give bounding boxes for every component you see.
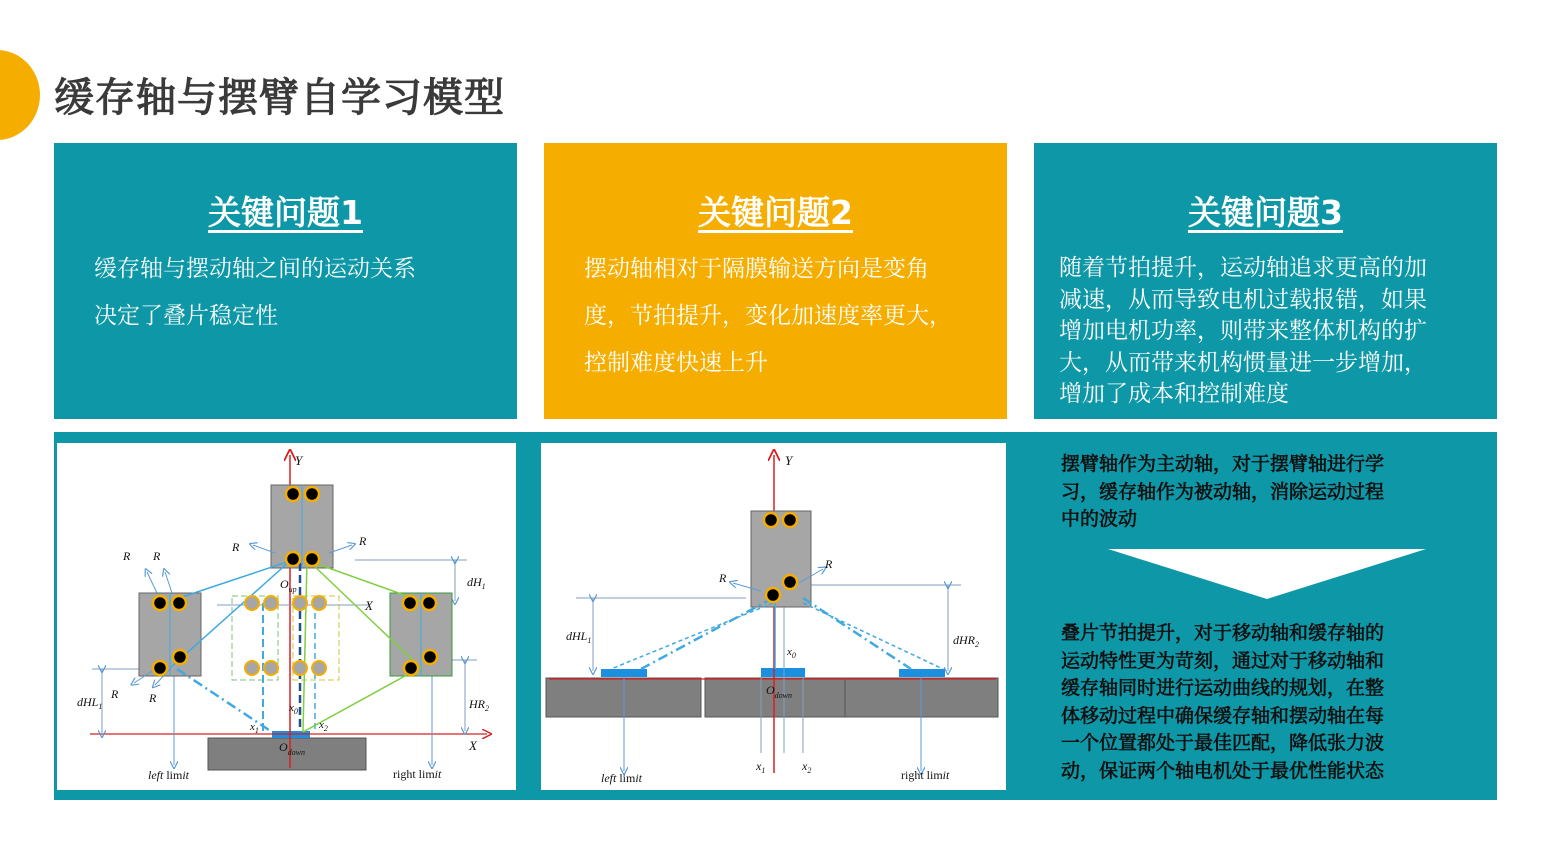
- ghost-rollers: [245, 596, 326, 675]
- diaphragm-pad: [601, 669, 647, 677]
- card-line: 增加了成本和控制难度: [1059, 381, 1289, 407]
- swing-arm-block: [751, 511, 811, 607]
- card-line: 控制难度快速上升: [584, 350, 768, 376]
- x2-label: $x_2$: [319, 719, 328, 733]
- x1-label: $x_1$: [756, 759, 766, 775]
- dhl1-label: dHL$_1$: [77, 695, 103, 711]
- swing-arm-diagram: [541, 443, 1006, 790]
- text-line: 体移动过程中确保缓存轴和摆动轴在每: [1061, 704, 1385, 727]
- card-line: 摆动轴相对于隔膜输送方向是变角: [584, 256, 929, 282]
- film-line: [170, 561, 290, 601]
- right-limit-label: right limit: [901, 768, 950, 782]
- r-label: R: [359, 534, 367, 548]
- buffer-axis-diagram: [57, 443, 516, 790]
- key-issue-card-1: [54, 143, 517, 419]
- card-line: 随着节拍提升，运动轴追求更高的加: [1059, 255, 1427, 281]
- down-arrow-shape: [1108, 549, 1426, 599]
- diaphragm-pad: [761, 668, 805, 677]
- hr2-label: $HR_2$: [469, 697, 489, 713]
- radius-arrow: [147, 572, 157, 593]
- card-body: [94, 246, 416, 340]
- card-title: 关键问题2: [698, 193, 853, 232]
- text-line: 动，保证两个轴电机处于最优性能状态: [1061, 759, 1385, 782]
- card-line: 度，节拍提升，变化加速度率更大，: [584, 303, 952, 329]
- text-line: 缓存轴同时进行运动曲线的规划，在整: [1061, 677, 1385, 699]
- film-line-dashed: [803, 598, 911, 669]
- r-label: R: [111, 687, 119, 701]
- left-limit-label: left limit: [148, 768, 190, 782]
- x-axis-label: X: [365, 598, 373, 613]
- decorative-circle: [0, 50, 40, 140]
- card-line: 增加电机功率，则带来整体机构的扩: [1059, 318, 1427, 344]
- x-axis-label: X: [469, 738, 477, 753]
- right-top-text: [1061, 451, 1384, 534]
- film-line: [309, 561, 421, 601]
- film-line: [303, 561, 307, 732]
- r-label: R: [719, 571, 727, 585]
- text-line: 叠片节拍提升，对于移动轴和缓存轴的: [1061, 622, 1385, 644]
- right-bottom-text: [1061, 620, 1384, 785]
- diagram-panel-2: [541, 443, 1006, 790]
- text-line: 中的波动: [1061, 508, 1138, 530]
- o-down-label: $O_{down}$: [766, 683, 793, 700]
- text-line: 一个位置都处于最佳匹配，降低张力波: [1061, 732, 1385, 754]
- r-label: R: [232, 540, 240, 554]
- right-limit-label: right limit: [393, 767, 442, 781]
- r-label: R: [153, 549, 161, 563]
- card-line: 缓存轴与摆动轴之间的运动关系: [94, 256, 416, 282]
- left-limit-label: left limit: [601, 771, 643, 785]
- card-line: 大，从而带来机构惯量进一步增加，: [1059, 349, 1427, 376]
- card-body: [1059, 253, 1427, 411]
- text-line: 运动特性更为苛刻，通过对于移动轴和: [1061, 649, 1385, 672]
- r-label: R: [123, 549, 131, 563]
- diaphragm-pad: [899, 669, 945, 677]
- radius-arrow: [165, 572, 172, 593]
- dhr2-label: dHR$_2$: [953, 633, 979, 649]
- o-down-label: $O_{down}$: [279, 740, 306, 757]
- key-issue-card-2: [544, 143, 1007, 419]
- card-title: 关键问题3: [1188, 193, 1343, 232]
- x2-label: $x_2$: [802, 759, 812, 775]
- key-issue-card-3: [1034, 143, 1497, 419]
- page-title: 缓存轴与摆臂自学习模型: [54, 75, 505, 121]
- film-line-dashed: [177, 669, 272, 732]
- y-axis-label: Y: [785, 453, 793, 468]
- dh1-label: $dH_1$: [467, 575, 486, 591]
- card-body: [584, 246, 952, 387]
- card-line: 决定了叠片稳定性: [94, 303, 278, 329]
- r-label: R: [149, 691, 157, 705]
- o-up-label: $O_{up}$: [280, 577, 297, 594]
- y-axis-label: Y: [295, 453, 303, 468]
- x1-label: $x_1$: [250, 721, 259, 735]
- x0-label: $x_0$: [787, 646, 796, 660]
- film-line-dashed: [641, 598, 773, 669]
- r-label: R: [825, 557, 833, 571]
- text-line: 习，缓存轴作为被动轴，消除运动过程: [1061, 480, 1385, 503]
- card-title: 关键问题1: [208, 193, 363, 232]
- text-line: 摆臂轴作为主动轴，对于摆臂轴进行学: [1061, 453, 1385, 475]
- diagram-panel-1: [57, 443, 516, 790]
- dhl1-label: dHL$_1$: [566, 629, 592, 645]
- film-line-dashed: [611, 603, 773, 669]
- x0-label: $x_0$: [289, 702, 298, 716]
- card-line: 减速，从而导致电机过载报错，如果: [1059, 286, 1427, 313]
